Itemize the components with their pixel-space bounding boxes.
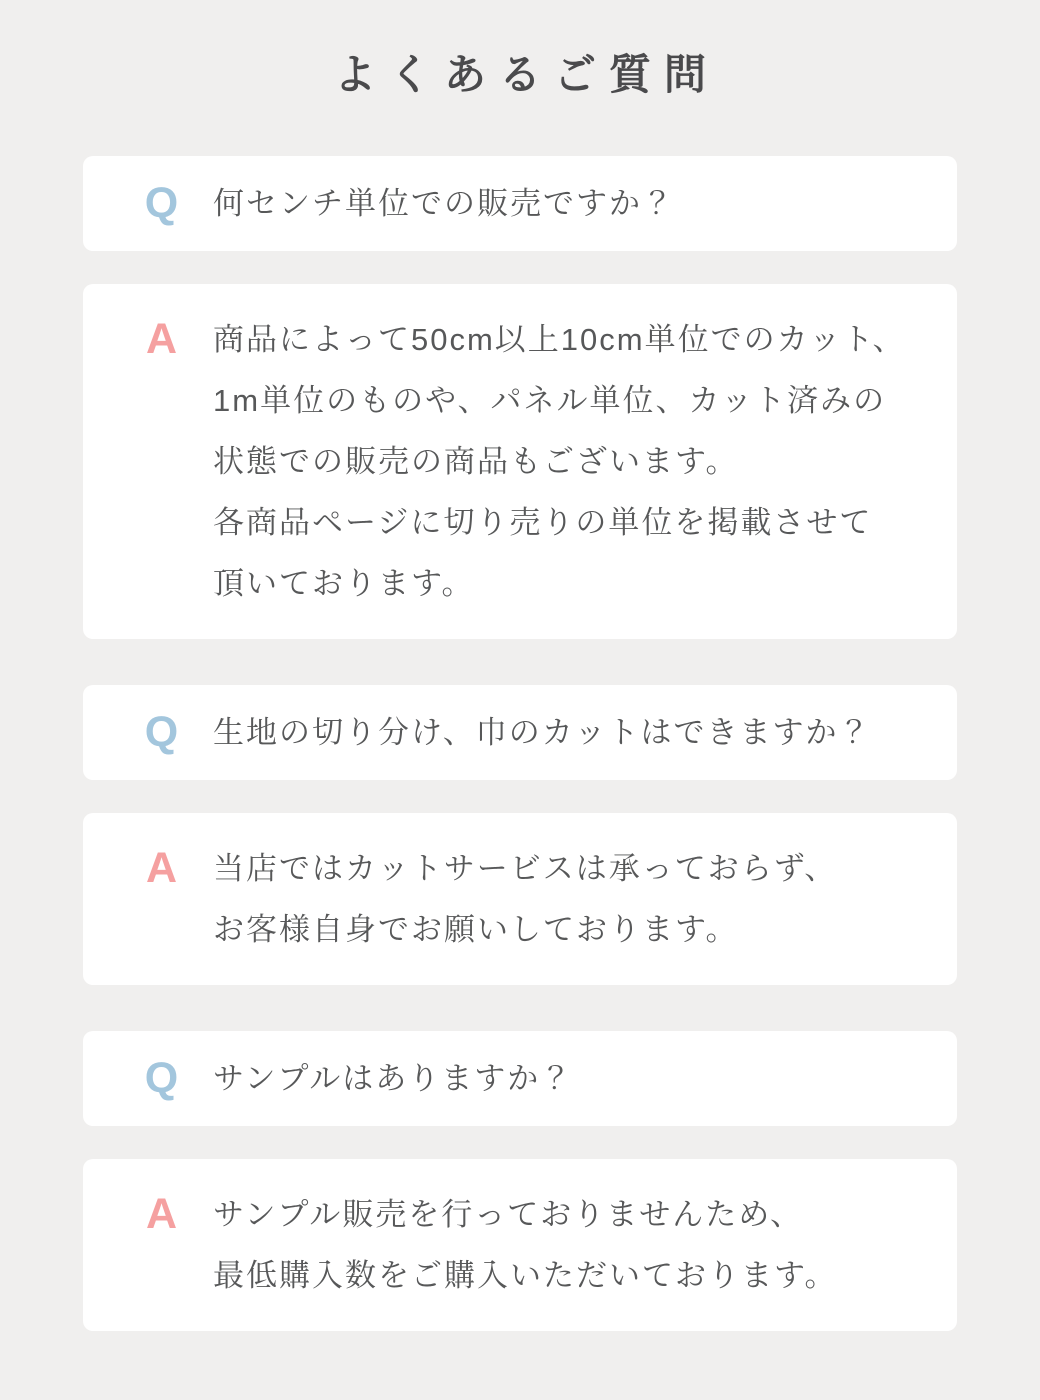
question-text: 生地の切り分け、巾のカットはできますか？: [213, 715, 872, 751]
answer-card: [83, 1159, 957, 1331]
question-card: [83, 685, 957, 780]
question-card: [83, 156, 957, 251]
a-badge: A: [145, 844, 178, 893]
answer-text: [213, 838, 837, 960]
answer-card: [83, 284, 957, 639]
a-badge: A: [145, 1190, 178, 1239]
answer-card: [83, 813, 957, 985]
answer-line: 1m単位のものや、パネル単位、カット済みの: [213, 383, 887, 419]
answer-line: 状態での販売の商品もございます。: [213, 444, 739, 480]
question-card: [83, 1031, 957, 1126]
question-text: 何センチ単位での販売ですか？: [213, 186, 675, 222]
faq-list: [83, 156, 957, 1331]
faq-item: [83, 156, 957, 639]
question-text: サンプルはありますか？: [213, 1061, 574, 1097]
answer-text: [213, 1184, 838, 1306]
answer-line: 当店ではカットサービスは承っておらず、: [213, 851, 838, 887]
answer-text: [213, 309, 906, 614]
answer-line: 頂いております。: [213, 566, 475, 602]
faq-item: [83, 1031, 957, 1331]
answer-line: 最低購入数をご購入いただいております。: [213, 1258, 838, 1294]
answer-line: サンプル販売を行っておりませんため、: [213, 1197, 803, 1233]
faq-item: [83, 685, 957, 985]
page-title: よくあるご質問: [333, 51, 719, 98]
answer-line: 商品によって50cm以上10cm単位でのカット、: [213, 322, 906, 358]
q-badge: Q: [144, 1054, 179, 1103]
q-badge: Q: [144, 708, 179, 757]
q-badge: Q: [144, 179, 179, 228]
answer-line: お客様自身でお願いしております。: [213, 912, 739, 948]
a-badge: A: [145, 315, 178, 364]
answer-line: 各商品ページに切り売りの単位を掲載させて: [213, 505, 873, 541]
